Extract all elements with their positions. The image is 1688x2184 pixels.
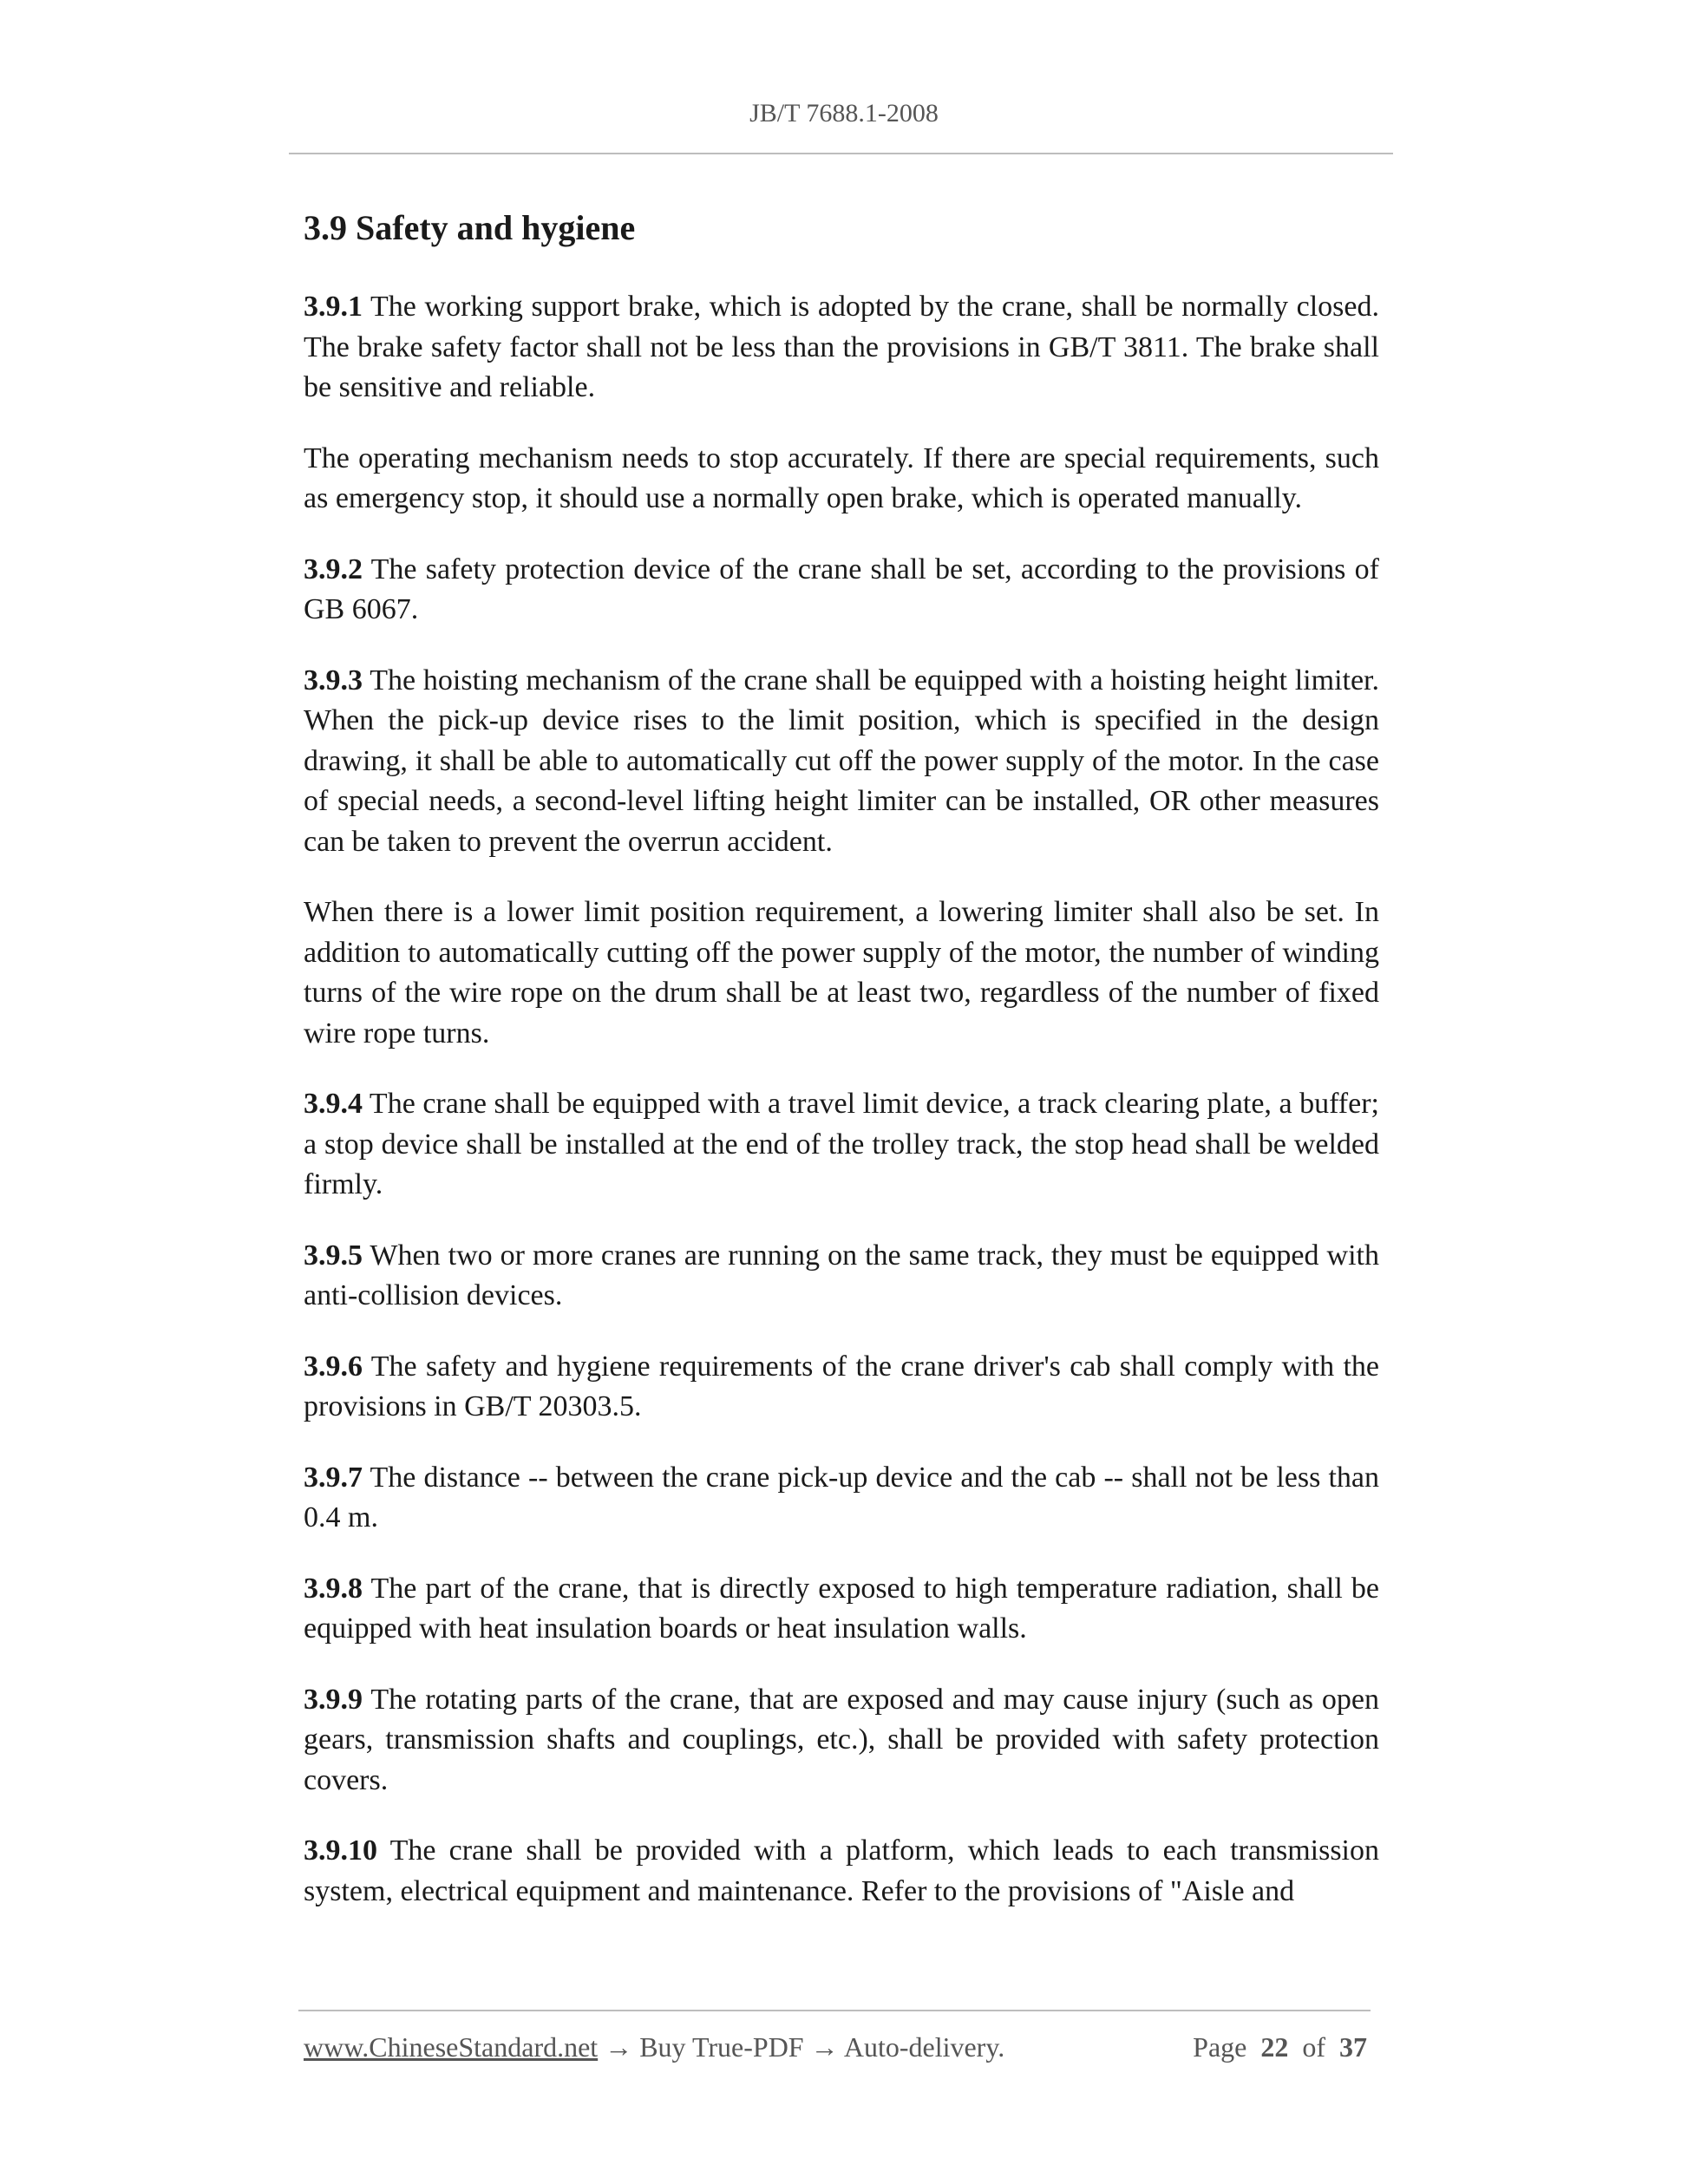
- paragraph-3-9-5: [304, 1236, 1379, 1317]
- paragraph-3-9-1-cont: [304, 439, 1379, 520]
- current-page: 22: [1260, 2031, 1289, 2063]
- footer-divider: [298, 2010, 1371, 2011]
- clause-text: The part of the crane, that is directly exposed to high temperature radiation, shall be equipped with heat insulation boards or heat insulation walls.: [304, 1572, 1379, 1645]
- clause-text: The distance -- between the crane pick-up device and the cab -- shall not be less than 0.4 m.: [304, 1461, 1379, 1533]
- paragraph-3-9-7: [304, 1458, 1379, 1539]
- auto-delivery-text: Auto-delivery.: [843, 2031, 1005, 2063]
- clause-number: 3.9.4: [304, 1088, 363, 1120]
- clause-number: 3.9.2: [304, 553, 363, 585]
- arrow-icon: →: [598, 2031, 640, 2063]
- clause-number: 3.9.9: [304, 1683, 363, 1716]
- total-pages: 37: [1339, 2031, 1367, 2063]
- paragraph-3-9-2: [304, 550, 1379, 631]
- page-label: Page: [1193, 2031, 1247, 2063]
- clause-text: The safety protection device of the crane shall be set, according to the provisions of GB 6067.: [304, 553, 1379, 625]
- header-divider: [289, 153, 1393, 154]
- of-label: of: [1302, 2031, 1325, 2063]
- clause-number: 3.9.1: [304, 291, 363, 323]
- buy-pdf-text: Buy True-PDF: [639, 2031, 804, 2063]
- clause-text: The safety and hygiene requirements of the crane driver's cab shall comply with the provisions in GB/T 20303.5.: [304, 1350, 1379, 1422]
- paragraph-3-9-3: [304, 661, 1379, 863]
- clause-text: The working support brake, which is adopted by the crane, shall be normally closed. The brake safety factor shall not be less than the provisions in GB/T 3811. The brake shall be sensitive and reliable.: [304, 291, 1379, 403]
- clause-number: 3.9.5: [304, 1239, 363, 1272]
- clause-text: The operating mechanism needs to stop accurately. If there are special requirements, such as emergency stop, it should use a normally open brake, which is operated manually.: [304, 441, 1379, 514]
- page-content: [304, 204, 1379, 1942]
- clause-text: When there is a lower limit position requirement, a lowering limiter shall also be set. In addition to automatically cutting off the power supply of the motor, the number of winding turns of the wire rope on the drum shall be at least two, regardless of the number of fixed wire rope turns.: [304, 896, 1379, 1049]
- section-title: 3.9 Safety and hygiene: [304, 208, 636, 247]
- clause-text: The crane shall be provided with a platform, which leads to each transmission system, electrical equipment and maintenance. Refer to the provisions of "Aisle and: [304, 1834, 1379, 1907]
- clause-number: 3.9.7: [304, 1461, 363, 1494]
- paragraph-3-9-6: [304, 1347, 1379, 1428]
- website-link[interactable]: www.ChineseStandard.net: [304, 2031, 599, 2063]
- clause-text: The hoisting mechanism of the crane shall be equipped with a hoisting height limiter. When the pick-up device rises to the limit position, which is specified in the design drawing, it shall be able to automatically cut off the power supply of the motor. In the case of special needs, a second-level lifting height limiter can be installed, OR other measures can be taken to prevent the overrun accident.: [304, 664, 1379, 858]
- paragraph-3-9-3-cont: [304, 893, 1379, 1054]
- arrow-icon: →: [803, 2031, 844, 2063]
- clause-text: The rotating parts of the crane, that are exposed and may cause injury (such as open gears, transmission shafts and couplings, etc.), shall be provided with safety protection covers.: [304, 1683, 1379, 1796]
- page-number: [1193, 2031, 1367, 2063]
- clause-number: 3.9.8: [304, 1572, 363, 1605]
- clause-number: 3.9.3: [304, 664, 363, 696]
- clause-text: When two or more cranes are running on the same track, they must be equipped with anti-collision devices.: [304, 1239, 1379, 1311]
- running-header: JB/T 7688.1-2008: [749, 99, 939, 128]
- clause-number: 3.9.6: [304, 1350, 363, 1383]
- paragraph-3-9-8: [304, 1569, 1379, 1650]
- paragraph-3-9-1: [304, 287, 1379, 409]
- paragraph-3-9-4: [304, 1084, 1379, 1206]
- paragraph-3-9-9: [304, 1680, 1379, 1801]
- clause-text: The crane shall be equipped with a travel limit device, a track clearing plate, a buffer; a stop device shall be installed at the end of the trolley track, the stop head shall be welded firmly.: [304, 1088, 1379, 1200]
- clause-number: 3.9.10: [304, 1834, 377, 1867]
- paragraph-3-9-10: [304, 1831, 1379, 1912]
- footer-promo: [304, 2031, 1004, 2063]
